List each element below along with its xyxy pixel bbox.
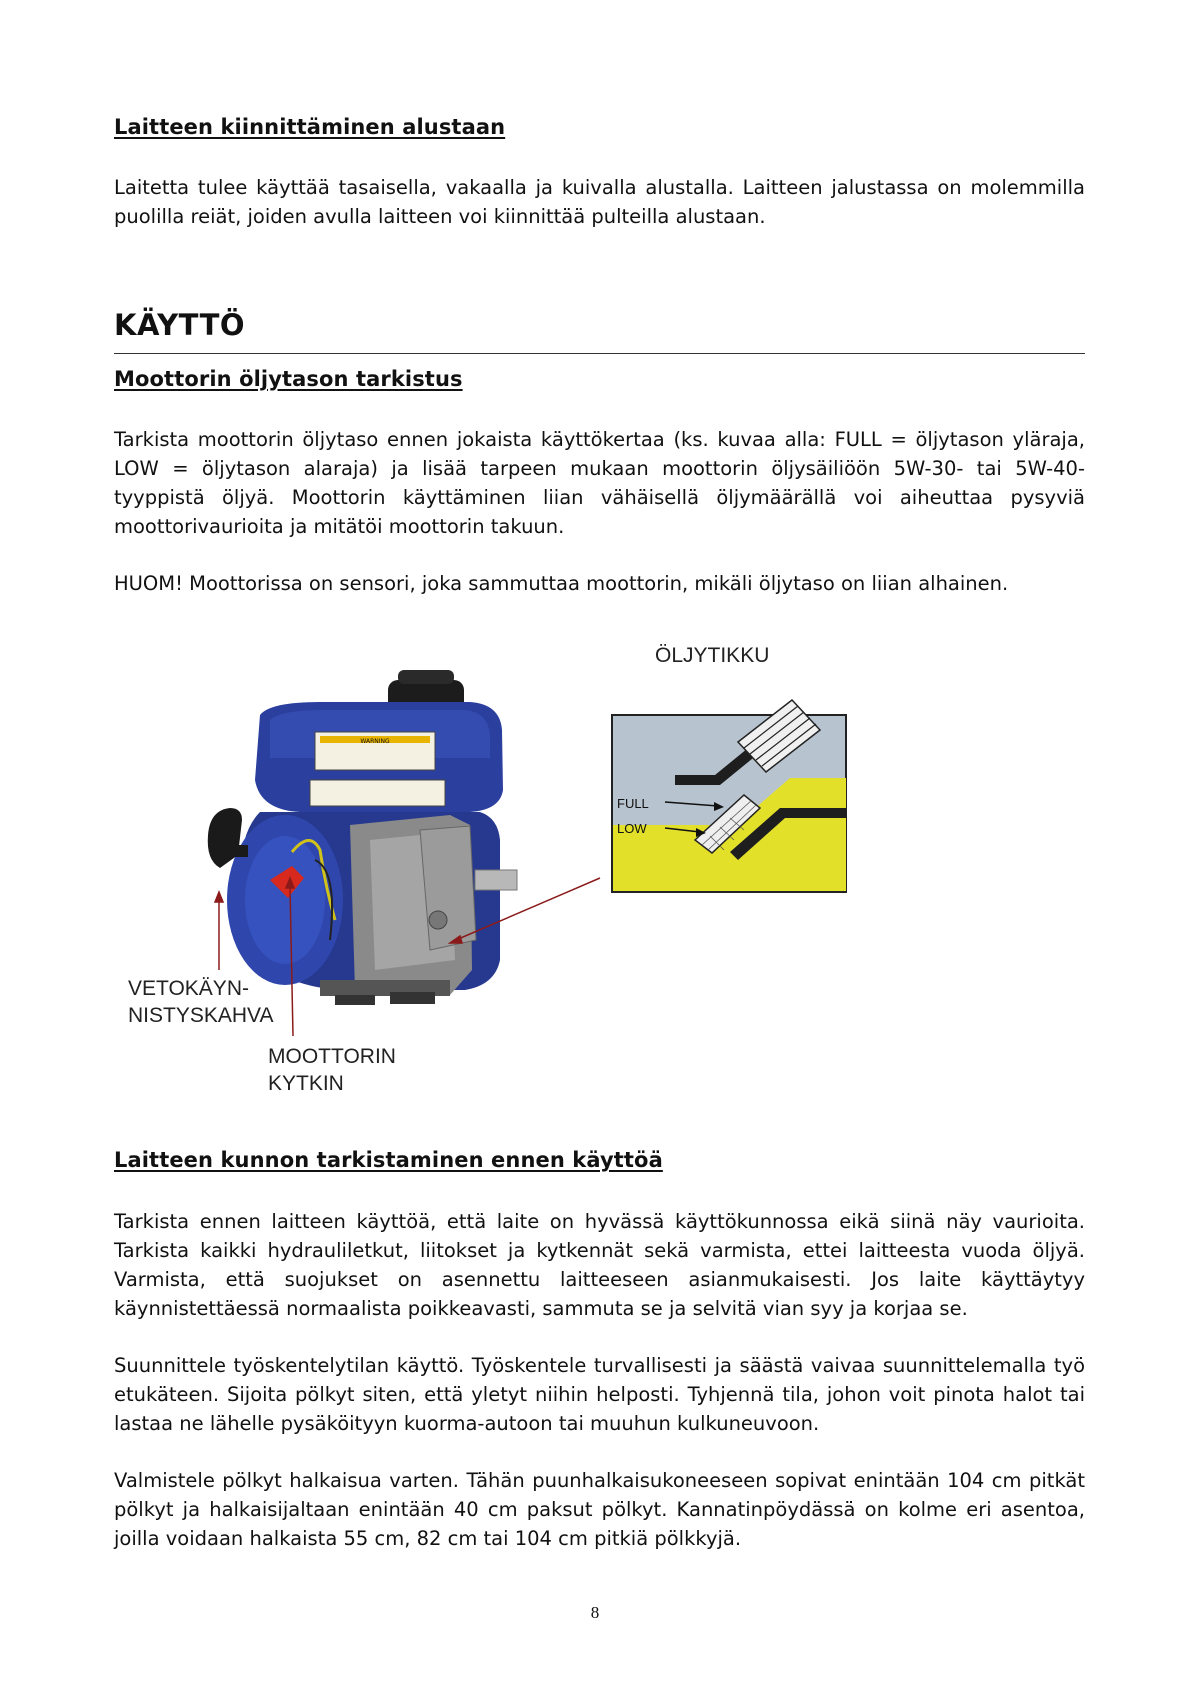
heading-oil-check: Moottorin öljytason tarkistus (114, 367, 463, 391)
engine-figure (120, 640, 880, 1100)
page-number: 8 (590, 1603, 600, 1622)
section-title-usage: KÄYTTÖ (114, 308, 246, 342)
section-divider (114, 353, 1085, 354)
paragraph-mounting: Laitetta tulee käyttää tasaisella, vakaalla ja kuivalla alustalla. Laitteen jalustassa on molemmilla puolilla reiät, joiden avulla laitteen voi kiinnittää pulteilla alustaan. (114, 176, 1085, 228)
svg-text:WARNING: WARNING (360, 738, 390, 745)
label-dipstick: ÖLJYTIKKU (655, 644, 770, 667)
paragraph-pre-check-2: Suunnittele työskentelytilan käyttö. Työskentele turvallisesti ja säästä vaivaa suunnittelemalla työ etukäteen. Sijoita pölkyt siten, että yletyt niihin helposti. Tyhjennä tila, johon voit pinota halot tai lastaa ne lähelle pysäköityyn kuorma-autoon tai muuhun kulkuneuvoon. (114, 1354, 1085, 1435)
paragraph-pre-check-3: Valmistele pölkyt halkaisua varten. Tähän puunhalkaisukoneeseen sopivat enintään 104 cm pitkät pölkyt ja halkaisijaltaan enintään 40 cm paksut pölkyt. Kannatinpöydässä on kolme eri asentoa, joilla voidaan halkaista 55 cm, 82 cm tai 104 cm pitkiä pölkkyjä. (114, 1469, 1085, 1550)
dipstick-diagram (612, 700, 846, 892)
label-starter-handle-line2: NISTYSKAHVA (128, 1004, 274, 1027)
heading-mounting: Laitteen kiinnittäminen alustaan (114, 115, 506, 139)
label-starter-handle-line1: VETOKÄYN- (128, 977, 249, 1000)
full-label: FULL (617, 796, 649, 811)
label-engine-switch-line2: KYTKIN (268, 1072, 344, 1095)
engine-image (208, 670, 517, 1005)
paragraph-oil-check: Tarkista moottorin öljytaso ennen jokaista käyttökertaa (ks. kuvaa alla: FULL = öljytason yläraja, LOW = öljytason alaraja) ja lisää tarpeen mukaan moottorin öljysäiliöön 5W-30- tai 5W-40-tyyppistä öljyä. Moottorin käyttäminen liian vähäisellä öljymäärällä voi aiheuttaa pysyviä moottorivaurioita ja mitätöi moottorin takuun. (114, 428, 1085, 538)
engine-illustration (120, 640, 880, 1100)
low-label: LOW (617, 821, 647, 836)
paragraph-pre-check-1: Tarkista ennen laitteen käyttöä, että laite on hyvässä käyttökunnossa eikä siinä näy vaurioita. Tarkista kaikki hydrauliletkut, liitokset ja kytkennät sekä varmista, ettei laitteesta vuoda öljyä. Varmista, että suojukset on asennettu laitteeseen asianmukaisesti. Jos laite käyttäytyy käynnistettäessä normaalista poikkeavasti, sammuta se ja selvitä vian syy ja korjaa se. (114, 1210, 1085, 1320)
label-engine-switch-line1: MOOTTORIN (268, 1045, 396, 1068)
paragraph-oil-note: HUOM! Moottorissa on sensori, joka sammuttaa moottorin, mikäli öljytaso on liian alhainen. (114, 572, 1009, 595)
heading-pre-check: Laitteen kunnon tarkistaminen ennen käyttöä (114, 1148, 663, 1172)
